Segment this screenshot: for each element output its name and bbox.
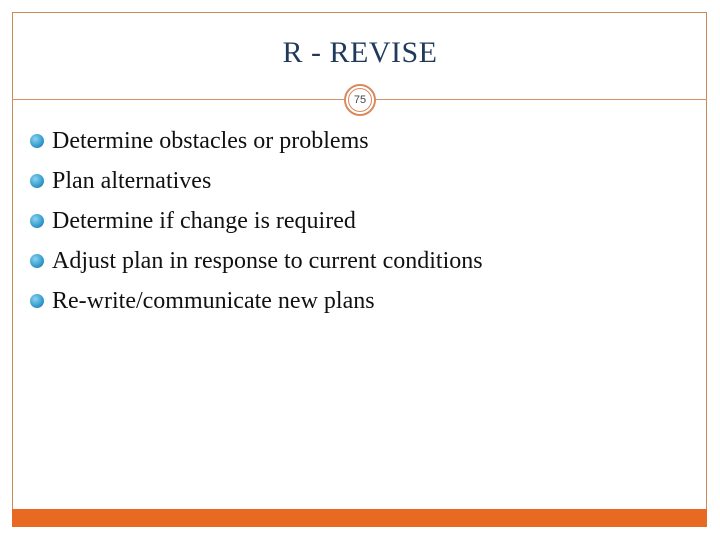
bullet-dot-icon — [30, 134, 44, 148]
bullet-dot-icon — [30, 294, 44, 308]
bullet-item — [30, 281, 483, 321]
bullet-list — [30, 121, 483, 321]
bullet-dot-icon — [30, 254, 44, 268]
bullet-text: Plan alternatives — [52, 167, 212, 194]
bullet-item — [30, 161, 483, 201]
bullet-item — [30, 201, 483, 241]
footer-accent-bar — [12, 509, 707, 527]
bullet-item — [30, 121, 483, 161]
bullet-item — [30, 241, 483, 281]
bullet-text: Determine if change is required — [52, 207, 356, 234]
slide-title: R - REVISE — [282, 36, 438, 69]
bullet-dot-icon — [30, 174, 44, 188]
bullet-text: Adjust plan in response to current conditions — [52, 247, 483, 274]
page-number-badge — [344, 84, 376, 116]
bullet-dot-icon — [30, 214, 44, 228]
page-number: 75 — [353, 94, 367, 106]
bullet-text: Determine obstacles or problems — [52, 127, 369, 154]
bullet-text: Re-write/communicate new plans — [52, 287, 375, 314]
